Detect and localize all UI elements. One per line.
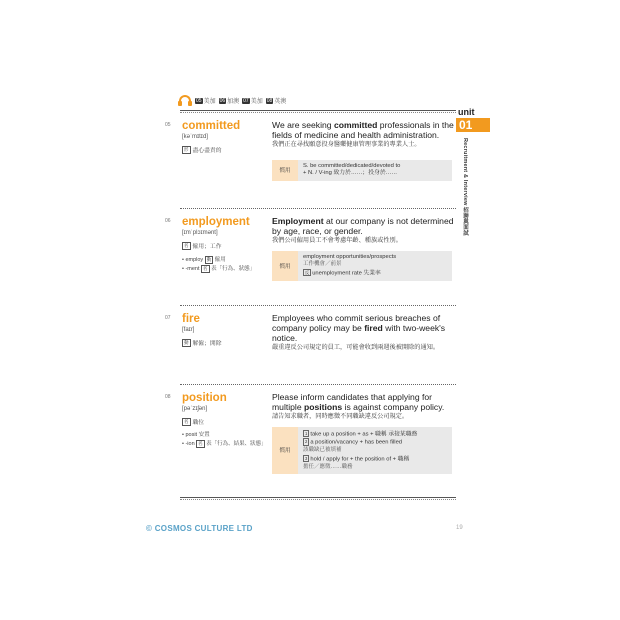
top-divider — [180, 110, 456, 111]
usage-line-translation: 工作機會／前景 — [303, 261, 342, 268]
example-translation: 嚴重違反公司規定的員工，可能會收到兩週後被開除的通知。 — [272, 344, 440, 351]
derivations — [182, 256, 274, 273]
usage-line: 1 take up a position + as + 職稱 承接某職務 — [305, 430, 418, 437]
headphone-icon — [178, 95, 192, 106]
derivation-item: • -ion 名 表「行為、結果、狀態」 — [182, 440, 267, 447]
derivations — [182, 432, 274, 448]
example-sentence: Employment at our company is not determined by age, race, or gender. — [272, 216, 454, 236]
definition — [182, 417, 274, 426]
meaning: 職位 — [192, 420, 205, 426]
unit-tab — [456, 107, 492, 132]
accent-08: 08 英澳 — [266, 97, 287, 105]
headword: employment — [182, 216, 250, 228]
entry-divider — [180, 208, 456, 209]
headword: committed — [182, 120, 241, 132]
accent-05: 05 美加 — [196, 97, 216, 105]
example-translation: 我們正在尋找願意投身醫藥健康管理事業的專業人士。 — [272, 141, 421, 148]
meaning: 解僱；開除 — [192, 341, 222, 347]
usage-line: employment opportunities/prospects — [303, 253, 397, 260]
usage-box — [272, 160, 452, 181]
pos-tag: 形 — [184, 146, 189, 152]
entry-number: 05 — [165, 122, 171, 128]
pronunciation: [kəˈmɪtɪd] — [182, 134, 208, 140]
pronunciation: [faɪr] — [182, 327, 195, 333]
definition — [182, 241, 274, 250]
usage-box — [272, 427, 452, 475]
usage-label: 慣用 — [272, 251, 298, 281]
usage-label: 慣用 — [272, 427, 298, 475]
pronunciation: [ɪmˈplɔɪmənt] — [182, 230, 218, 236]
example-translation: 我們公司僱用員工不會考慮年齡、種族或性別。 — [272, 237, 402, 244]
usage-line: S. be committed/dedicated/devoted to — [303, 162, 401, 169]
derivation-item: • employ 動 僱用 — [182, 257, 226, 263]
pronunciation: [pəˈzɪʃən] — [182, 406, 208, 412]
definition — [182, 145, 274, 154]
accent-06: 06 加澳 — [219, 97, 240, 105]
usage-box — [272, 251, 452, 281]
publisher-brand: © COSMOS CULTURE LTD — [146, 524, 253, 533]
pos-tag: 名 — [184, 418, 189, 424]
usage-line: 3 hold / apply for + the position of + 職稱 — [305, 455, 410, 463]
unit-number: 01 — [456, 118, 490, 132]
usage-line-translation: 該職缺已被填補 — [303, 447, 342, 454]
usage-label: 慣用 — [272, 160, 298, 181]
accent-07: 07 美加 — [243, 97, 263, 105]
definition — [182, 338, 274, 347]
entry-number: 06 — [165, 218, 171, 224]
example-sentence: Employees who commit serious breaches of company policy may be fired with two-week's notice. — [272, 313, 446, 343]
usage-line: + N. / V-ing 致力於……；投身於…… — [303, 170, 398, 177]
meaning: 盡心盡責的 — [192, 148, 222, 154]
headword: position — [182, 392, 227, 404]
entry-divider — [180, 305, 456, 306]
example-translation: 請告知求職者，同時應徵不同職缺違反公司規定。 — [272, 413, 409, 420]
unit-vertical-title: Recruitment & Interview 招聘與面試 — [462, 138, 468, 236]
usage-line-translation: 擔任／應徵……職務 — [303, 463, 353, 470]
headword: fire — [182, 313, 200, 325]
entry-number: 08 — [165, 394, 171, 400]
antonym-tag: 反 — [305, 269, 310, 275]
example-sentence: We are seeking committed professionals in the fields of medicine and health administration. — [272, 120, 454, 140]
bottom-divider — [180, 497, 456, 498]
example-sentence: Please inform candidates that applying for multiple positions is against company policy. — [272, 392, 445, 412]
unit-label: unit — [458, 107, 475, 117]
derivation-item: • -ment 名 表「行為、狀態」 — [182, 265, 256, 272]
page-number: 19 — [456, 525, 463, 531]
usage-line: 2 a position/vacancy + has been filled — [305, 439, 403, 446]
pos-tag: 動 — [184, 339, 189, 345]
entry-number: 07 — [165, 315, 171, 321]
accent-header — [178, 95, 286, 106]
entry-divider — [180, 384, 456, 385]
meaning: 僱用；工作 — [192, 244, 222, 250]
pos-tag: 名 — [184, 242, 189, 248]
derivation-item: • posit 安置 — [182, 432, 210, 438]
usage-line: 反 unemployment rate 失業率 — [305, 269, 381, 276]
